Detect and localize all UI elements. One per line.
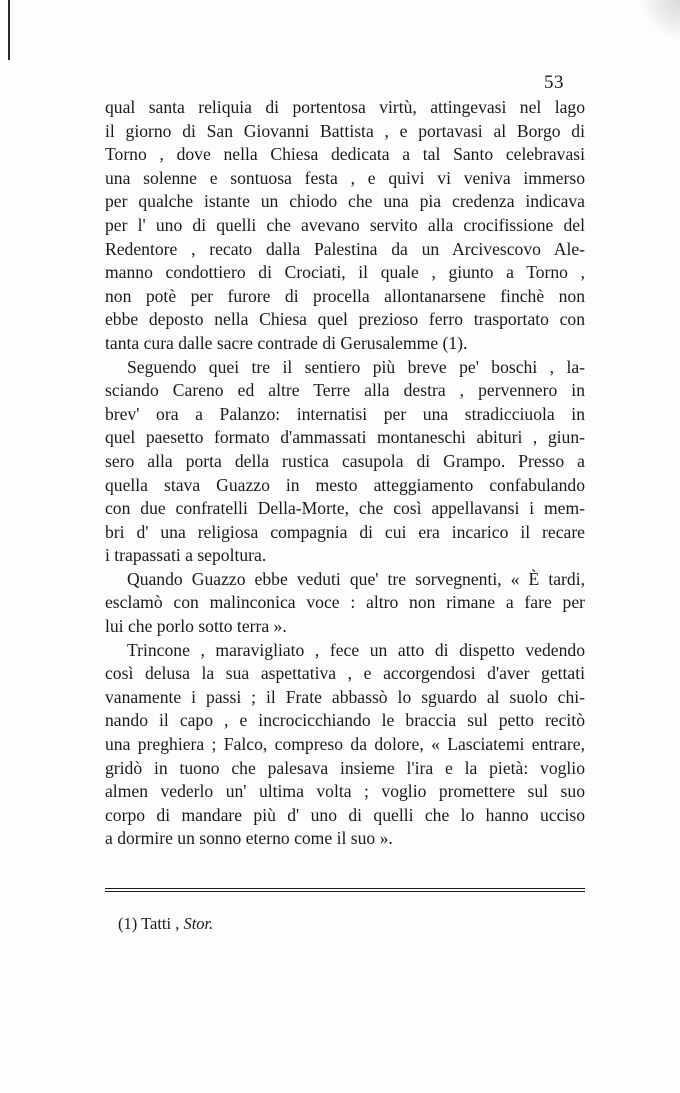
paragraph xyxy=(105,568,585,639)
text-line: quella stava Guazzo in mesto atteggiamento confabulando xyxy=(105,474,585,495)
body-text xyxy=(105,96,585,851)
text-line: tanta cura dalle sacre contrade di Gerusalemme (1). xyxy=(105,332,468,353)
text-line: nando il capo , e incrocicchiando le braccia sul petto recitò xyxy=(105,710,585,731)
text-line: brev' ora a Palanzo: internatisi per una stradicciuola in xyxy=(105,403,585,424)
text-line: con due confratelli Della-Morte, che così appellavansi i mem- xyxy=(105,498,585,519)
text-line: qual santa reliquia di portentosa virtù, attingevasi nel lago xyxy=(105,97,585,117)
text-line: così delusa la sua aspettativa , e accorgendosi d'aver gettati xyxy=(105,663,585,684)
text-line: per qualche istante un chiodo che una pia credenza indicava xyxy=(105,191,585,212)
text-line: ebbe deposto nella Chiesa quel prezioso ferro trasportato con xyxy=(105,309,585,330)
text-line: quel paesetto formato d'ammassati montaneschi abituri , giun- xyxy=(105,427,585,448)
footnote-source: Stor. xyxy=(183,914,214,933)
text-line: gridò in tuono che palesava insieme l'ira e la pietà: voglio xyxy=(105,757,585,778)
text-line: a dormire un sonno eterno come il suo ». xyxy=(105,828,393,849)
text-line: corpo di mandare più d' uno di quelli che lo hanno ucciso xyxy=(105,804,585,825)
text-line: una preghiera ; Falco, compreso da dolore, « Lasciatemi entrare, xyxy=(105,734,585,755)
text-line: esclamò con malinconica voce : altro non rimane a fare per xyxy=(105,592,585,613)
paragraph xyxy=(105,356,585,568)
text-line: manno condottiero di Crociati, il quale , giunto a Torno , xyxy=(105,262,585,283)
text-line: almen vederlo un' ultima volta ; voglio promettere sul suo xyxy=(105,781,585,802)
text-line: Torno , dove nella Chiesa dedicata a tal Santo celebravasi xyxy=(105,144,585,165)
text-line: i trapassati a sepoltura. xyxy=(105,545,267,566)
text-line: il giorno di San Giovanni Battista , e portavasi al Borgo di xyxy=(105,120,585,141)
text-line: Quando Guazzo ebbe veduti que' tre sorvegnenti, « È tardi, xyxy=(127,568,585,589)
binding-edge xyxy=(8,0,10,60)
text-line: Redentore , recato dalla Palestina da un Arcivescovo Ale- xyxy=(105,238,585,259)
paragraph xyxy=(105,96,585,356)
page-number: 53 xyxy=(544,72,564,93)
text-line: lui che porlo sotto terra ». xyxy=(105,616,287,637)
footnote-marker: (1) Tatti , xyxy=(118,914,180,933)
text-line: vanamente i passi ; il Frate abbassò lo sguardo al suolo chi- xyxy=(105,686,585,707)
text-line: sero alla porta della rustica casupola di Grampo. Presso a xyxy=(105,450,585,471)
text-line: sciando Careno ed altre Terre alla destra , pervennero in xyxy=(105,380,585,401)
text-line: per l' uno di quelli che avevano servito alla crocifissione del xyxy=(105,214,585,235)
paragraph xyxy=(105,639,585,851)
text-line: bri d' una religiosa compagnia di cui era incarico il recare xyxy=(105,521,585,542)
text-line: Trincone , maravigliato , fece un atto di dispetto vedendo xyxy=(127,639,585,660)
text-line: Seguendo quei tre il sentiero più breve pe' boschi , la- xyxy=(127,356,585,377)
text-line: una solenne e sontuosa festa , e quivi vi veniva immerso xyxy=(105,167,585,188)
footnote xyxy=(118,914,213,934)
footnote-separator xyxy=(105,888,585,892)
page-corner-wear xyxy=(640,0,680,40)
text-line: non potè per furore di procella allontanarsene finchè non xyxy=(105,285,585,306)
